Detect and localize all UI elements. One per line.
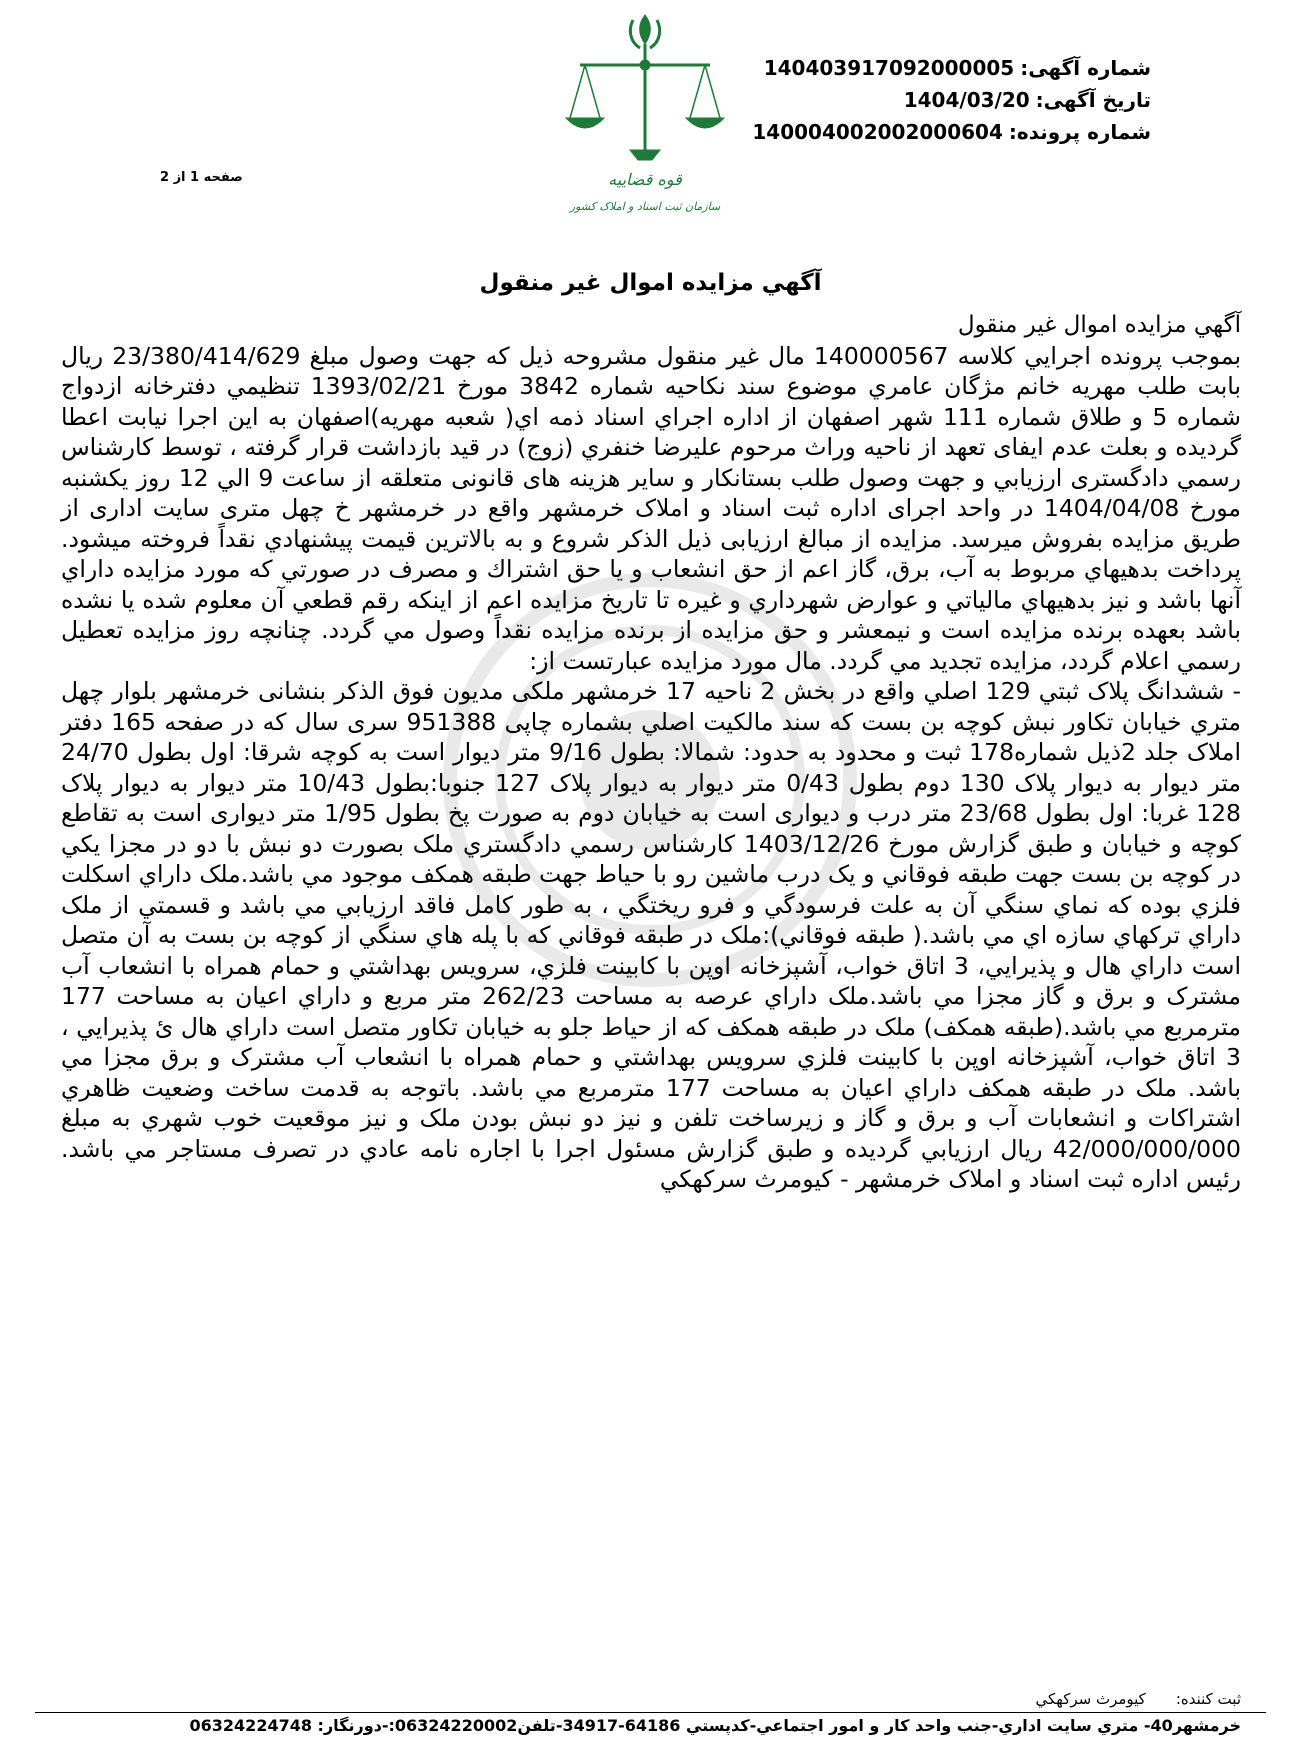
emblem-text-top: قوه قضاییه	[608, 170, 682, 189]
announcement-meta	[752, 52, 1151, 148]
registrar-line	[1036, 1690, 1242, 1708]
body-subheading: آگهي مزايده اموال غير منقول	[957, 312, 1241, 338]
registrar-name: كيومرث سركهكي	[1035, 1690, 1146, 1708]
ad-number-line	[763, 52, 1151, 84]
file-number-label: شماره پرونده:	[1008, 120, 1151, 144]
file-number-line	[752, 116, 1151, 148]
footer-divider	[35, 1712, 1266, 1713]
judiciary-emblem-icon	[560, 10, 730, 225]
ad-date-line	[771, 84, 1151, 116]
page-title: آگهي مزايده اموال غير منقول	[479, 270, 822, 296]
ad-date-value: 1404/03/20	[903, 88, 1030, 112]
registrar-label: ثبت كننده:	[1175, 1690, 1241, 1708]
footer-address: خرمشهر40- متري سايت اداري-جنب واحد كار و امور اجتماعي-كدپستي 64186-34917-تلفن06324220002:-دورنگار: 06324224748	[189, 1716, 1241, 1735]
ad-date-label: تاریخ آگهی:	[1035, 88, 1151, 112]
body-paragraph: بموجب پرونده اجرايي كلاسه 140000567 مال غير منقول مشروحه ذيل كه جهت وصول مبلغ 23/380/414/629 ريال بابت طلب مهريه خانم مژگان عامري موضوع سند نكاحيه شماره 3842 مورخ 1393/02/21 تنظيمي دفترخانه ازدواج شماره 5 و طلاق شماره 111 شهر اصفهان از اداره اجراي اسناد ذمه اي( شعبه مهريه)اصفهان به اين اجرا نيابت اعطا گرديده و بعلت عدم ایفای تعهد از ناحيه وراث مرحوم عليرضا خنفري (زوج) در قيد بازداشت قرار گرفته ، توسط كارشناس رسمي دادگستری ارزيابي و جهت وصول طلب بستانكار و ساير هزینه های قانونی متعلقه از ساعت 9 الي 12 روز يكشنبه مورخ 1404/04/08 در واحد اجرای اداره ثبت اسناد و املاک خرمشهر واقع در خرمشهر خ چهل متری سایت اداری از طريق مزايده بفروش ميرسد. مزايده از مبالغ ارزیابی ذيل الذكر شروع و به بالاترين قيمت پيشنهادي نقداً فروخته ميشود. پرداخت بدهيهاي مربوط به آب، برق، گاز اعم از حق انشعاب و يا حق اشتراك و مصرف در صورتي كه مورد مزايده داراي آنها باشد و نيز بدهيهاي مالياتي و عوارض شهرداري و غيره تا تاريخ مزايده اعم از اينكه رقم قطعي آن معلوم شده يا نشده باشد بعهده برنده مزايده است و نيمعشر و حق مزايده از برنده مزايده نقداً وصول مي گردد. چنانچه روز مزايده تعطيل رسمي اعلام گردد، مزايده تجديد مي گردد. مال مورد مزايده عبارتست از:	[61, 341, 1242, 675]
ad-number-value: 140403917092000005	[763, 56, 1015, 80]
page-indicator: صفحه 1 از 2	[160, 170, 243, 185]
property-description: - ششدانگ پلاک ثبتي 129 اصلي واقع در بخش 2 ناحيه 17 خرمشهر ملكی مديون فوق الذكر بنشانی خرمشهر بلوار چهل متري خيابان تكاور نبش كوچه بن بست كه سند مالكيت اصلي بشماره چاپی 951388 سری سال كه در صفحه 165 دفتر املاک جلد 2ذيل شماره178 ثبت و محدود به حدود: شمالا: بطول 9/16 متر ديوار است به كوچه شرقا: اول بطول 24/70 متر ديوار به ديوار پلاک 130 دوم بطول 0/43 متر ديوار به ديوار پلاک 127 جنوبا:بطول 10/43 متر ديوار به ديوار پلاک 128 غربا: اول بطول 23/68 متر درب و ديواری است به خيابان دوم به صورت پخ بطول 1/95 متر ديواری است به تقاطع كوچه و خيابان و طبق گزارش مورخ 1403/12/26 كارشناس رسمي دادگستري ملک بصورت دو نبش با دو در مجزا يكي در كوچه بن بست جهت طبقه فوقاني و يک درب ماشين رو با حياط جهت طبقه همكف موجود مي باشد.ملک داراي اسكلت فلزي بوده كه نماي سنگي آن به علت فرسودگي و فرو ريختگي ، به طور كامل فاقد ارزيابي مي باشد و قسمتي از ملک داراي تركهاي سازه اي مي باشد.( طبقه فوقاني):ملک در طبقه فوقاني كه با پله هاي سنگي از كوچه بن بست به آن متصل است داراي هال و پذيرايي، 3 اتاق خواب، آشپزخانه اوپن با كابينت فلزي، سرويس بهداشتي و حمام همراه با انشعاب آب مشترک و برق و گاز مجزا مي باشد.ملک داراي عرصه به مساحت 262/23 متر مربع و داراي اعيان به مساحت 177 مترمربع مي باشد.(طبقه همكف) ملک در طبقه همكف كه از حياط جلو به خيابان تكاور متصل است داراي هال ئ پذيرايي ، 3 اتاق خواب، آشپزخانه اوپن با كابينت فلزي سرويس بهداشتي و حمام همراه با انشعاب آب مشترک و برق مجزا مي باشد. ملک در طبقه همكف داراي اعيان به مساحت 177 مترمربع مي باشد. باتوجه به قدمت ساخت وضعيت ظاهري اشتراكات و انشعابات آب و برق و گاز و زيرساخت تلفن و نيز دو نبش بودن ملک و نيز موقعيت خوب شهري به مبلغ 42/000/000/000 ريال ارزيابي گرديده و طبق گزارش مسئول اجرا با اجاره نامه عادي در تصرف مستاجر مي باشد. رئيس اداره ثبت اسناد و املاک خرمشهر - كيومرث سركهكي	[61, 677, 1242, 1193]
announcement-body	[61, 310, 1241, 1195]
emblem-text-bottom: سازمان ثبت اسناد و املاک کشور	[569, 200, 721, 213]
file-number-value: 140004002002000604	[752, 120, 1003, 144]
ad-number-label: شماره آگهی:	[1020, 56, 1151, 80]
